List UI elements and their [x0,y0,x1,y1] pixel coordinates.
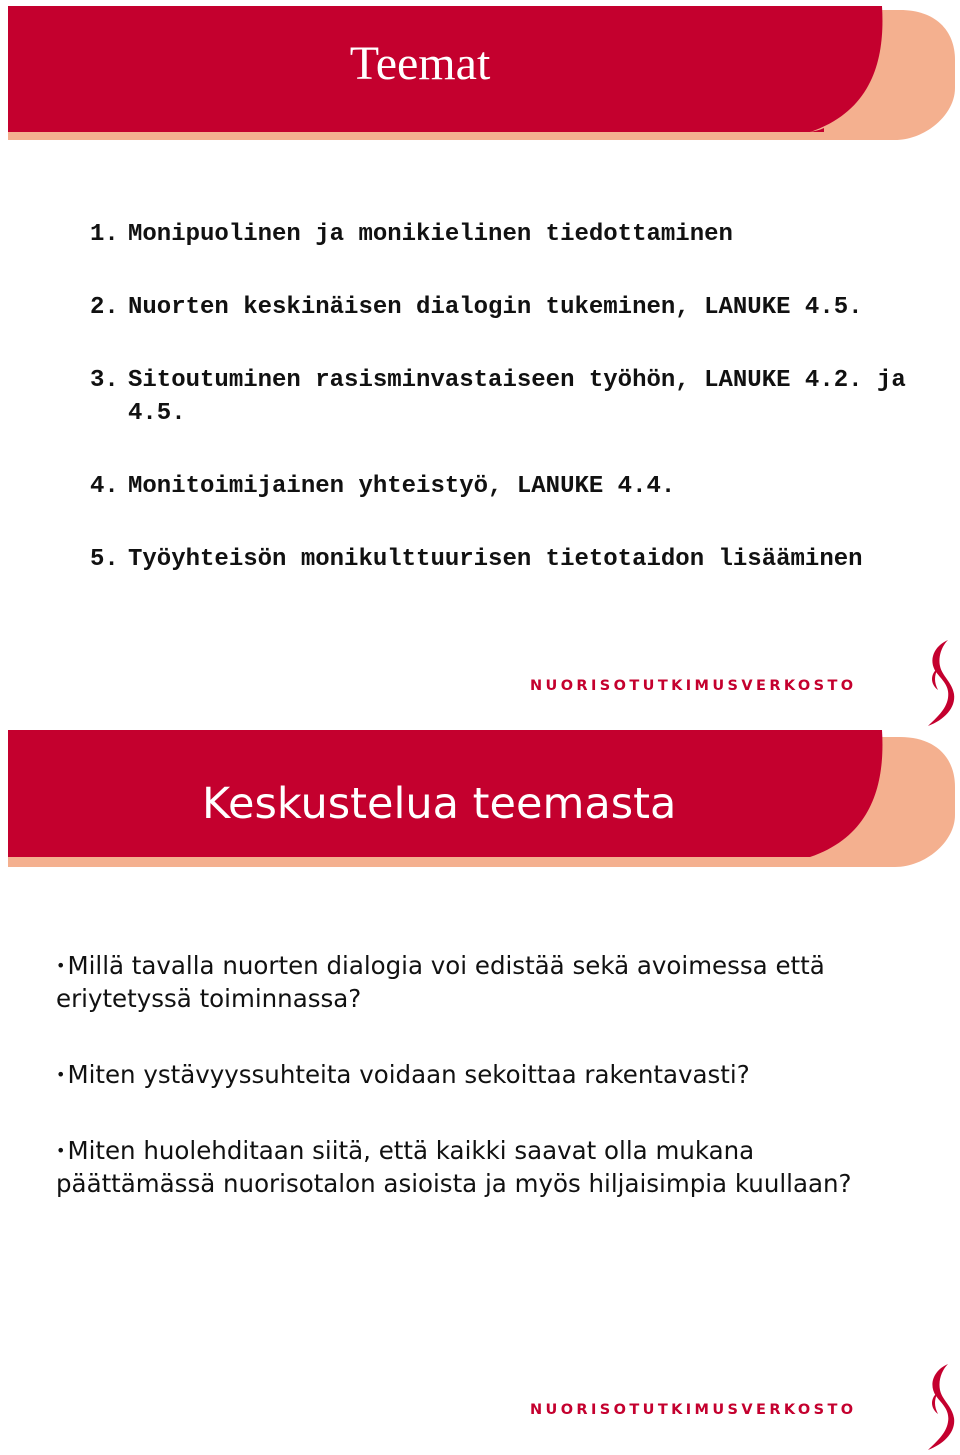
bullet-item-3 [56,1134,916,1200]
topic-number: 3. [90,367,119,394]
logo-wordmark: NUORISOTUTKIMUSVERKOSTO [530,1402,857,1418]
slide-keskustelua [0,727,960,1454]
bullet-icon: • [56,956,66,975]
bullet-item-2 [56,1058,916,1091]
topic-number: 4. [90,473,119,500]
discussion-bullet-list [56,949,916,1243]
topic-list [90,218,910,616]
topic-text: Työyhteisön monikulttuurisen tietotaidon lisääminen [128,546,863,573]
bullet-text: Millä tavalla nuorten dialogia voi edistää sekä avoimessa että eriytetyssä toiminnassa? [56,951,825,1013]
bullet-item-1 [56,949,916,1015]
topic-text: Monitoimijainen yhteistyö, LANUKE 4.4. [128,473,676,500]
brand-logo [528,638,958,730]
topic-text: Nuorten keskinäisen dialogin tukeminen, LANUKE 4.5. [128,294,863,321]
topic-item-2 [90,291,910,324]
topic-item-1 [90,218,910,251]
topic-item-3 [90,364,910,430]
topic-number: 2. [90,294,119,321]
logo-swirl-icon [924,638,958,728]
bullet-icon: • [56,1065,66,1084]
bullet-icon: • [56,1141,66,1160]
bullet-text: Miten ystävyyssuhteita voidaan sekoittaa rakentavasti? [67,1060,750,1089]
logo-swirl-icon [924,1362,958,1452]
topic-text: Sitoutuminen rasisminvastaiseen työhön, LANUKE 4.2. ja 4.5. [128,367,906,427]
topic-item-4 [90,470,910,503]
topic-number: 1. [90,221,119,248]
bullet-text: Miten huolehditaan siitä, että kaikki saavat olla mukana päättämässä nuorisotalon asioista ja myös hiljaisimpia kuullaan? [56,1136,852,1198]
slide-title: Teemat [349,37,491,90]
slide-title: Keskustelua teemasta [202,779,677,829]
topic-number: 5. [90,546,119,573]
brand-logo [528,1362,958,1454]
slide-teemat [0,0,960,727]
topic-item-5 [90,543,910,576]
logo-wordmark: NUORISOTUTKIMUSVERKOSTO [530,678,857,694]
topic-text: Monipuolinen ja monikielinen tiedottaminen [128,221,733,248]
